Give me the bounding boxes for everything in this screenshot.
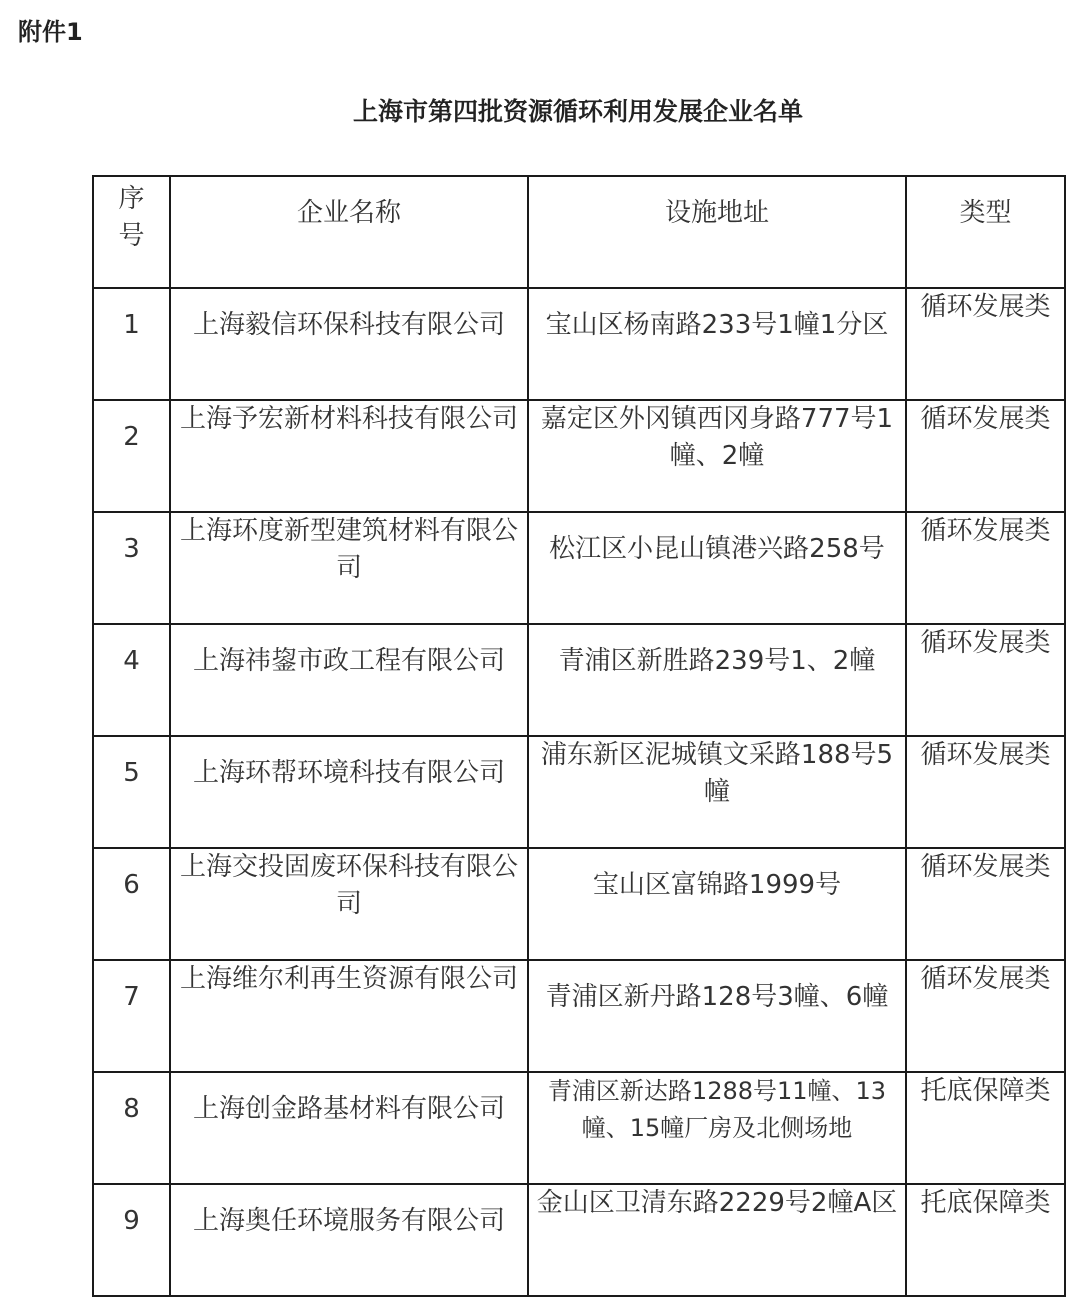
attachment-label: 附件1 [18,18,83,46]
row-no: 3 [93,512,170,624]
table-row [93,736,1065,848]
table-row [93,624,1065,736]
row-no: 8 [93,1072,170,1184]
row-address: 青浦区新胜路239号1、2幢 [528,624,906,736]
row-address: 金山区卫清东路2229号2幢A区 [528,1184,906,1296]
row-name: 上海予宏新材料科技有限公司 [170,400,528,512]
table-row [93,960,1065,1072]
document-title: 上海市第四批资源循环利用发展企业名单 [352,97,803,126]
table-row [93,512,1065,624]
row-type: 循环发展类 [906,400,1065,512]
header-name: 企业名称 [170,176,528,288]
row-address: 嘉定区外冈镇西冈身路777号1幢、2幢 [528,400,906,512]
table-row [93,400,1065,512]
table-header-row [93,176,1065,288]
table-row [93,848,1065,960]
row-no: 2 [93,400,170,512]
row-no: 7 [93,960,170,1072]
row-address: 宝山区杨南路233号1幢1分区 [528,288,906,400]
row-type: 托底保障类 [906,1184,1065,1296]
row-address: 青浦区新达路1288号11幢、13幢、15幢厂房及北侧场地 [528,1072,906,1184]
row-address: 松江区小昆山镇港兴路258号 [528,512,906,624]
row-name: 上海毅信环保科技有限公司 [170,288,528,400]
table-row [93,1072,1065,1184]
row-type: 循环发展类 [906,848,1065,960]
row-name: 上海创金路基材料有限公司 [170,1072,528,1184]
row-no: 5 [93,736,170,848]
table-row [93,1184,1065,1296]
row-name: 上海祎鋆市政工程有限公司 [170,624,528,736]
row-address: 浦东新区泥城镇文采路188号5幢 [528,736,906,848]
row-address: 宝山区富锦路1999号 [528,848,906,960]
row-address: 青浦区新丹路128号3幢、6幢 [528,960,906,1072]
row-type: 循环发展类 [906,624,1065,736]
row-name: 上海交投固废环保科技有限公司 [170,848,528,960]
enterprise-table [92,175,1066,1297]
row-name: 上海奥任环境服务有限公司 [170,1184,528,1296]
header-no: 序号 [93,176,170,288]
row-no: 1 [93,288,170,400]
row-name: 上海环帮环境科技有限公司 [170,736,528,848]
row-no: 4 [93,624,170,736]
row-name: 上海维尔利再生资源有限公司 [170,960,528,1072]
header-address: 设施地址 [528,176,906,288]
row-type: 循环发展类 [906,736,1065,848]
row-name: 上海环度新型建筑材料有限公司 [170,512,528,624]
header-type: 类型 [906,176,1065,288]
row-type: 循环发展类 [906,960,1065,1072]
row-no: 9 [93,1184,170,1296]
row-type: 托底保障类 [906,1072,1065,1184]
table-row [93,288,1065,400]
row-no: 6 [93,848,170,960]
row-type: 循环发展类 [906,288,1065,400]
row-type: 循环发展类 [906,512,1065,624]
